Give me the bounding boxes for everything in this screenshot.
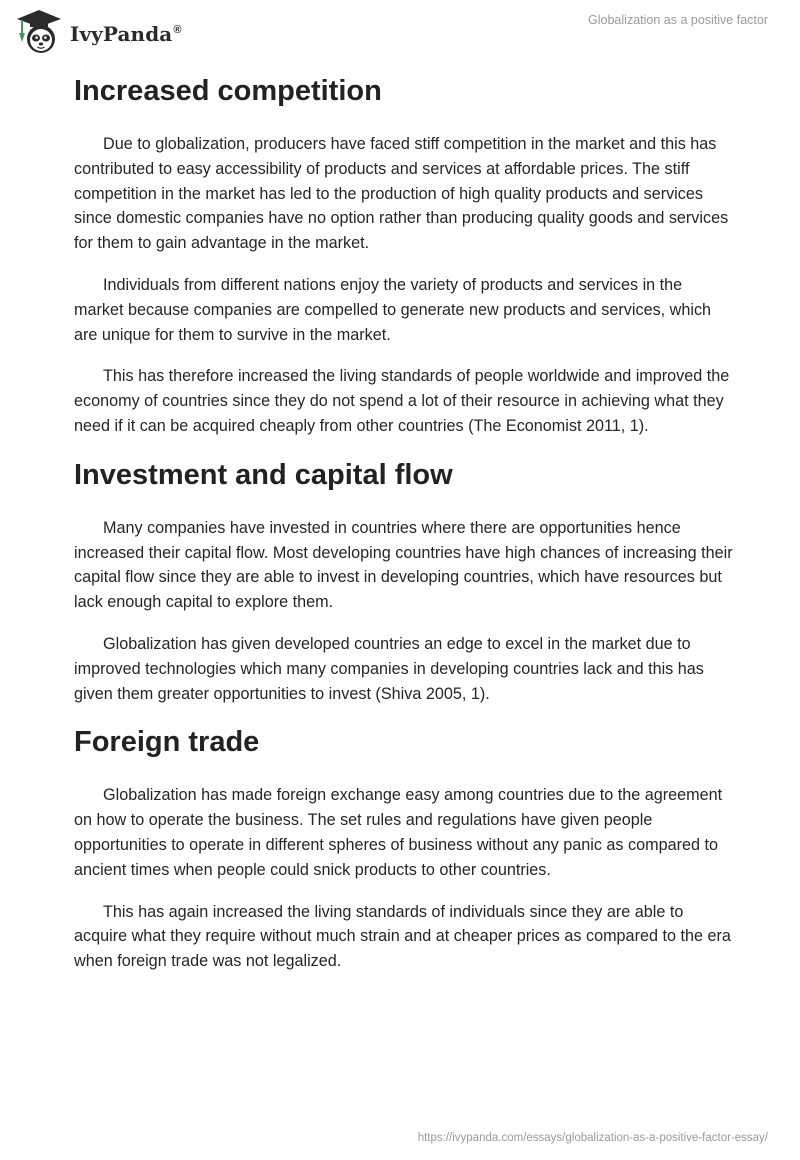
section-foreign-trade xyxy=(74,723,734,974)
paragraph: This has therefore increased the living standards of people worldwide and improved the economy of countries since they do not spend a lot of their resource in achieving what they need if it can be acquired cheaply from other countries (The Economist 2011, 1). xyxy=(74,367,730,435)
section-heading: Investment and capital flow xyxy=(74,458,453,491)
page-header xyxy=(0,0,800,60)
section-heading: Foreign trade xyxy=(74,726,260,759)
paragraph: Due to globalization, producers have faced stiff competition in the market and this has contributed to easy accessibility of products and services at affordable prices. The stiff competition in the market has led to the production of high quality products and services since domestic companies have no option rather than producing quality goods and services for them to gain advantage in the market. xyxy=(74,135,729,253)
paragraph: Globalization has made foreign exchange easy among countries due to the agreement on how to operate the business. The set rules and regulations have given people opportunities to operate in different spheres of business without any panic as compared to ancient times when people could snick products to other countries. xyxy=(74,786,723,879)
brand-name: IvyPanda® xyxy=(70,22,182,46)
section-increased-competition xyxy=(74,72,734,439)
registered-mark: ® xyxy=(173,24,182,37)
section-investment-capital-flow xyxy=(74,456,734,707)
document-title: Globalization as a positive factor xyxy=(588,13,768,27)
source-url-link[interactable]: https://ivypanda.com/essays/globalization-as-a-positive-factor-essay/ xyxy=(417,1132,768,1144)
essay-content xyxy=(74,72,734,991)
paragraph: This has again increased the living standards of individuals since they are able to acquire what they require without much strain and at cheaper prices as compared to the era when foreign trade was not legalized. xyxy=(74,902,731,971)
panda-logo-icon xyxy=(14,8,64,56)
section-heading: Increased competition xyxy=(74,75,382,107)
logo-link[interactable] xyxy=(14,7,182,57)
paragraph: Globalization has given developed countries an edge to excel in the market due to improved technologies which many companies in developing countries lack and this has given them greater opportunities to invest (Shiva 2005, 1). xyxy=(74,634,704,703)
paragraph: Many companies have invested in countries where there are opportunities hence increased their capital flow. Most developing countries have high chances of increasing their capital flow since they are able to invest in developing countries, which have resources but lack enough capital to explore them. xyxy=(74,518,733,612)
paragraph: Individuals from different nations enjoy the variety of products and services in the market because companies are compelled to generate new products and services, which are unique for them to survive in the market. xyxy=(74,275,712,344)
